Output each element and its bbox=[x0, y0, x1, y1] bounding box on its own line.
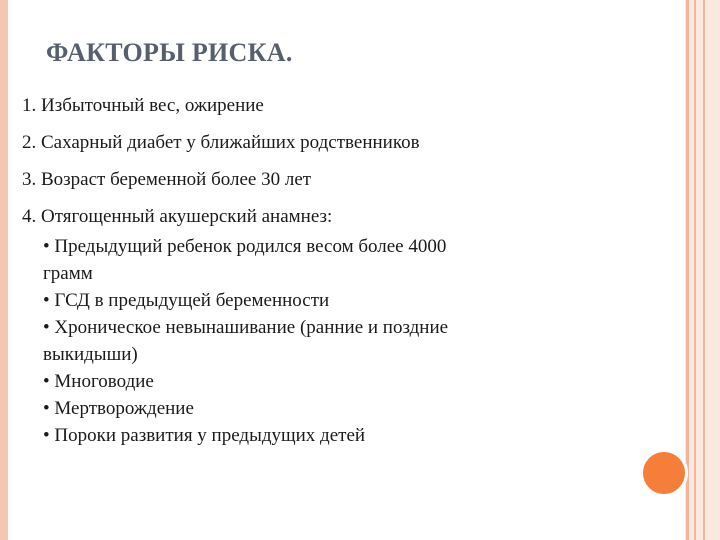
right-frame-line bbox=[694, 0, 696, 540]
sublist-item-continuation: грамм bbox=[43, 263, 93, 284]
decorative-orange-circle bbox=[640, 449, 688, 497]
list-item: 3. Возраст беременной более 30 лет bbox=[22, 169, 312, 190]
right-frame-line bbox=[703, 0, 705, 540]
sublist bbox=[43, 233, 622, 449]
right-frame-line bbox=[686, 0, 689, 540]
sublist-item-continuation: выкидыши) bbox=[43, 344, 138, 365]
sublist-item: • Пороки развития у предыдущих детей bbox=[43, 425, 366, 446]
sublist-item: • Предыдущий ребенок родился весом более 4000 bbox=[43, 236, 447, 257]
sublist-item: • Хроническое невынашивание (ранние и поздние bbox=[43, 317, 449, 338]
sublist-item: • Многоводие bbox=[43, 371, 154, 392]
sublist-item: • ГСД в предыдущей беременности bbox=[43, 290, 330, 311]
slide-title: ФАКТОРЫ РИСКА. bbox=[46, 38, 293, 67]
list-item: 2. Сахарный диабет у ближайших родственников bbox=[22, 132, 420, 153]
list-item: 1. Избыточный вес, ожирение bbox=[22, 95, 264, 116]
slide-body bbox=[22, 92, 622, 449]
list-item: 4. Отягощенный акушерский анамнез: bbox=[22, 206, 333, 227]
left-frame-border bbox=[0, 0, 8, 540]
sublist-item: • Мертворождение bbox=[43, 398, 194, 419]
